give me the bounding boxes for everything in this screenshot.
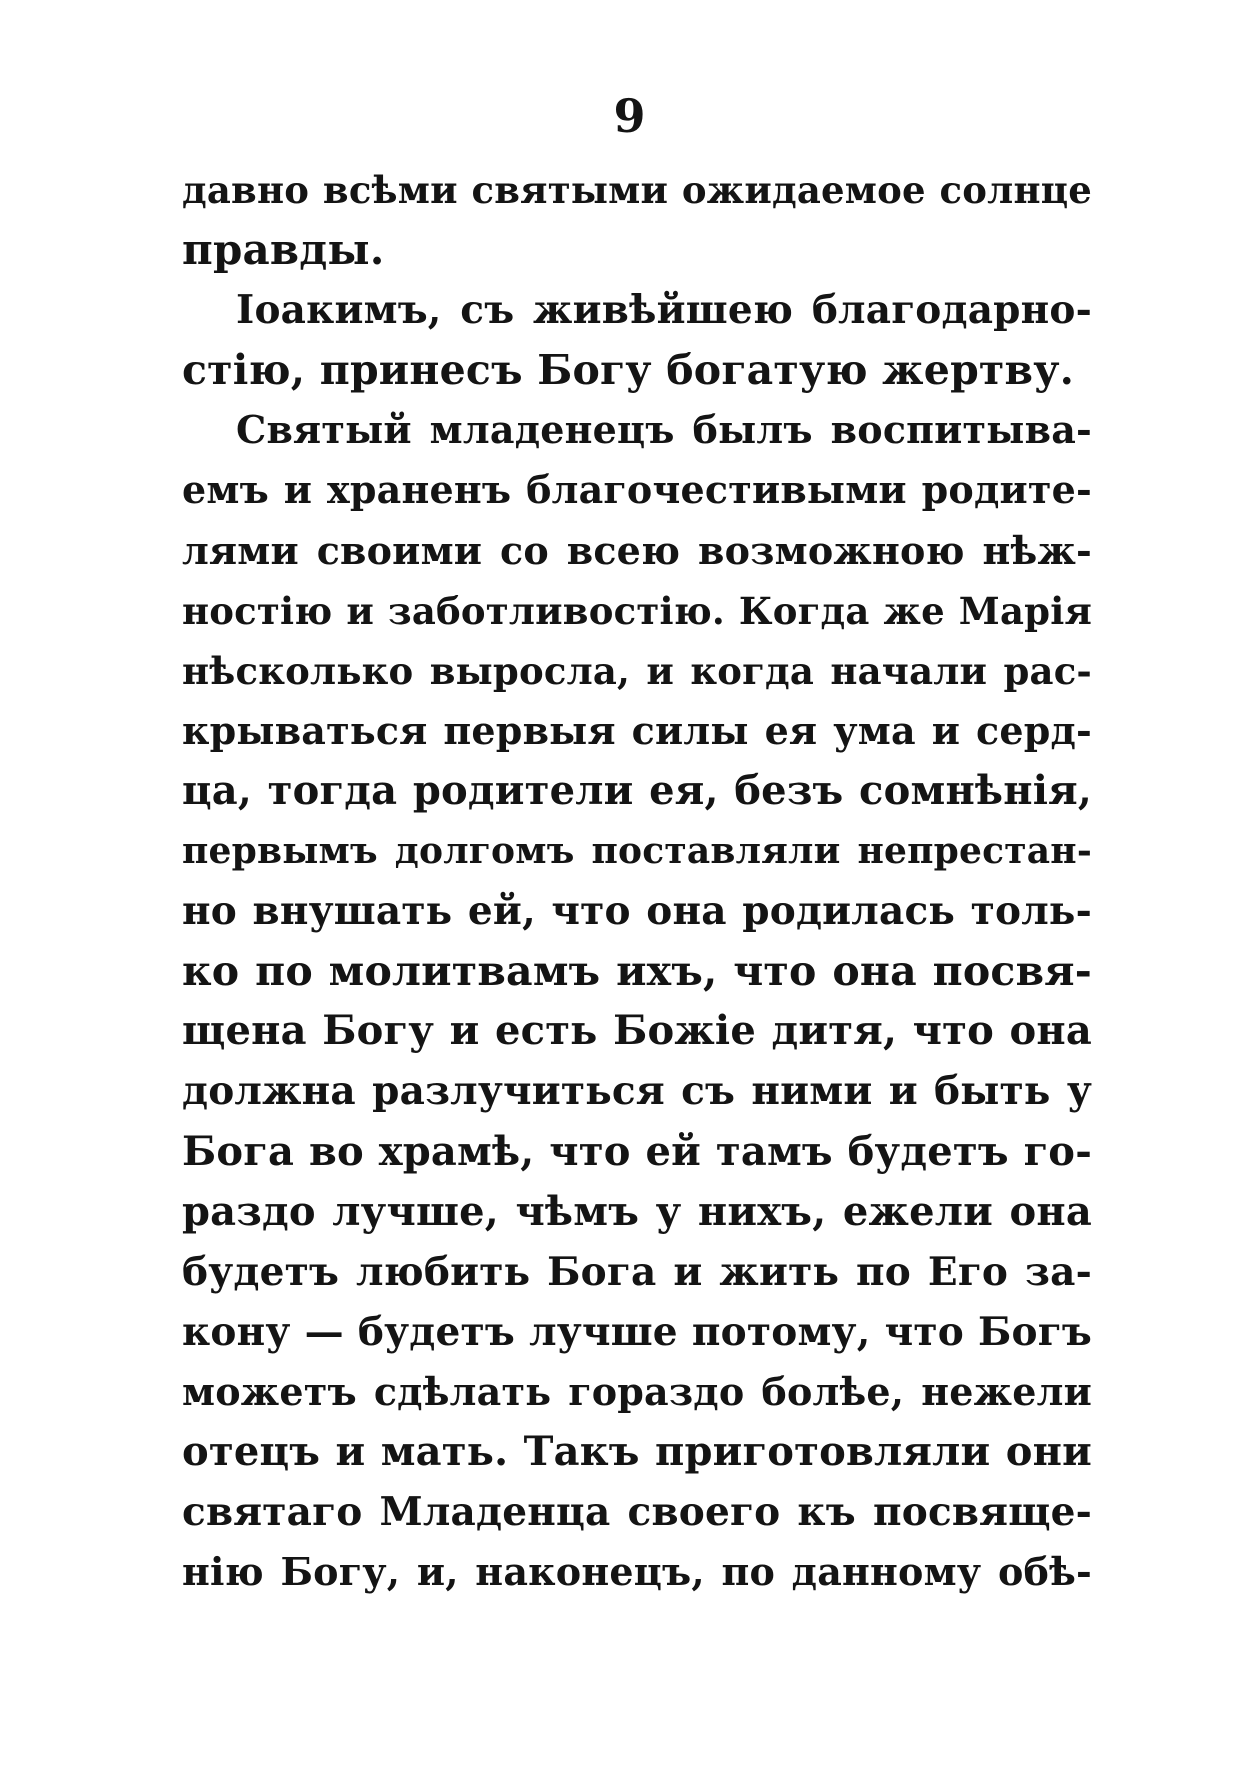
text-line: правды. <box>182 225 385 275</box>
text-line: щена Богу и есть Божіе дитя, что она <box>182 1007 1092 1055</box>
page-number: 9 <box>613 89 646 143</box>
text-line: святаго Младенца своего къ посвяще- <box>182 1489 1092 1536</box>
text-line: Святый младенецъ былъ воспитыва- <box>236 407 1092 453</box>
text-line: должна разлучиться съ ними и быть у <box>182 1068 1092 1115</box>
text-line: стію, принесъ Богу богатую жертву. <box>182 346 1075 395</box>
text-line: ко по молитвамъ ихъ, что она посвя- <box>182 947 1092 996</box>
text-line: нѣсколько выросла, и когда начали рас- <box>182 648 1092 693</box>
text-line: кону — будетъ лучше потому, что Богъ <box>182 1308 1092 1355</box>
text-line: но внушать ей, что она родилась толь- <box>182 888 1092 935</box>
text-line: будетъ любить Бога и жить по Его за- <box>182 1248 1092 1295</box>
text-line: нію Богу, и, наконецъ, по данному обѣ- <box>182 1549 1092 1595</box>
text-line: Іоакимъ, съ живѣйшею благодарно- <box>236 287 1092 334</box>
text-line: давно всѣми святыми ожидаемое солнце <box>182 168 1092 212</box>
text-line: емъ и храненъ благочестивыми родите- <box>182 467 1092 513</box>
text-line: можетъ сдѣлать гораздо болѣе, нежели <box>182 1368 1092 1414</box>
text-line: ца, тогда родители ея, безъ сомнѣнія, <box>182 766 1092 814</box>
text-line: ностію и заботливостію. Когда же Марія <box>182 588 1092 633</box>
text-line: лями своими со всею возможною нѣж- <box>182 527 1092 573</box>
text-line: первымъ долгомъ поставляли непрестан- <box>182 830 1092 873</box>
text-line: раздо лучше, чѣмъ у нихъ, ежели она <box>182 1187 1092 1235</box>
text-line: Бога во храмѣ, что ей тамъ будетъ го- <box>182 1127 1092 1175</box>
body-text <box>182 160 1092 1602</box>
text-line: крываться первыя силы ея ума и серд- <box>182 707 1092 753</box>
text-line: отецъ и мать. Такъ приготовляли они <box>182 1427 1092 1475</box>
